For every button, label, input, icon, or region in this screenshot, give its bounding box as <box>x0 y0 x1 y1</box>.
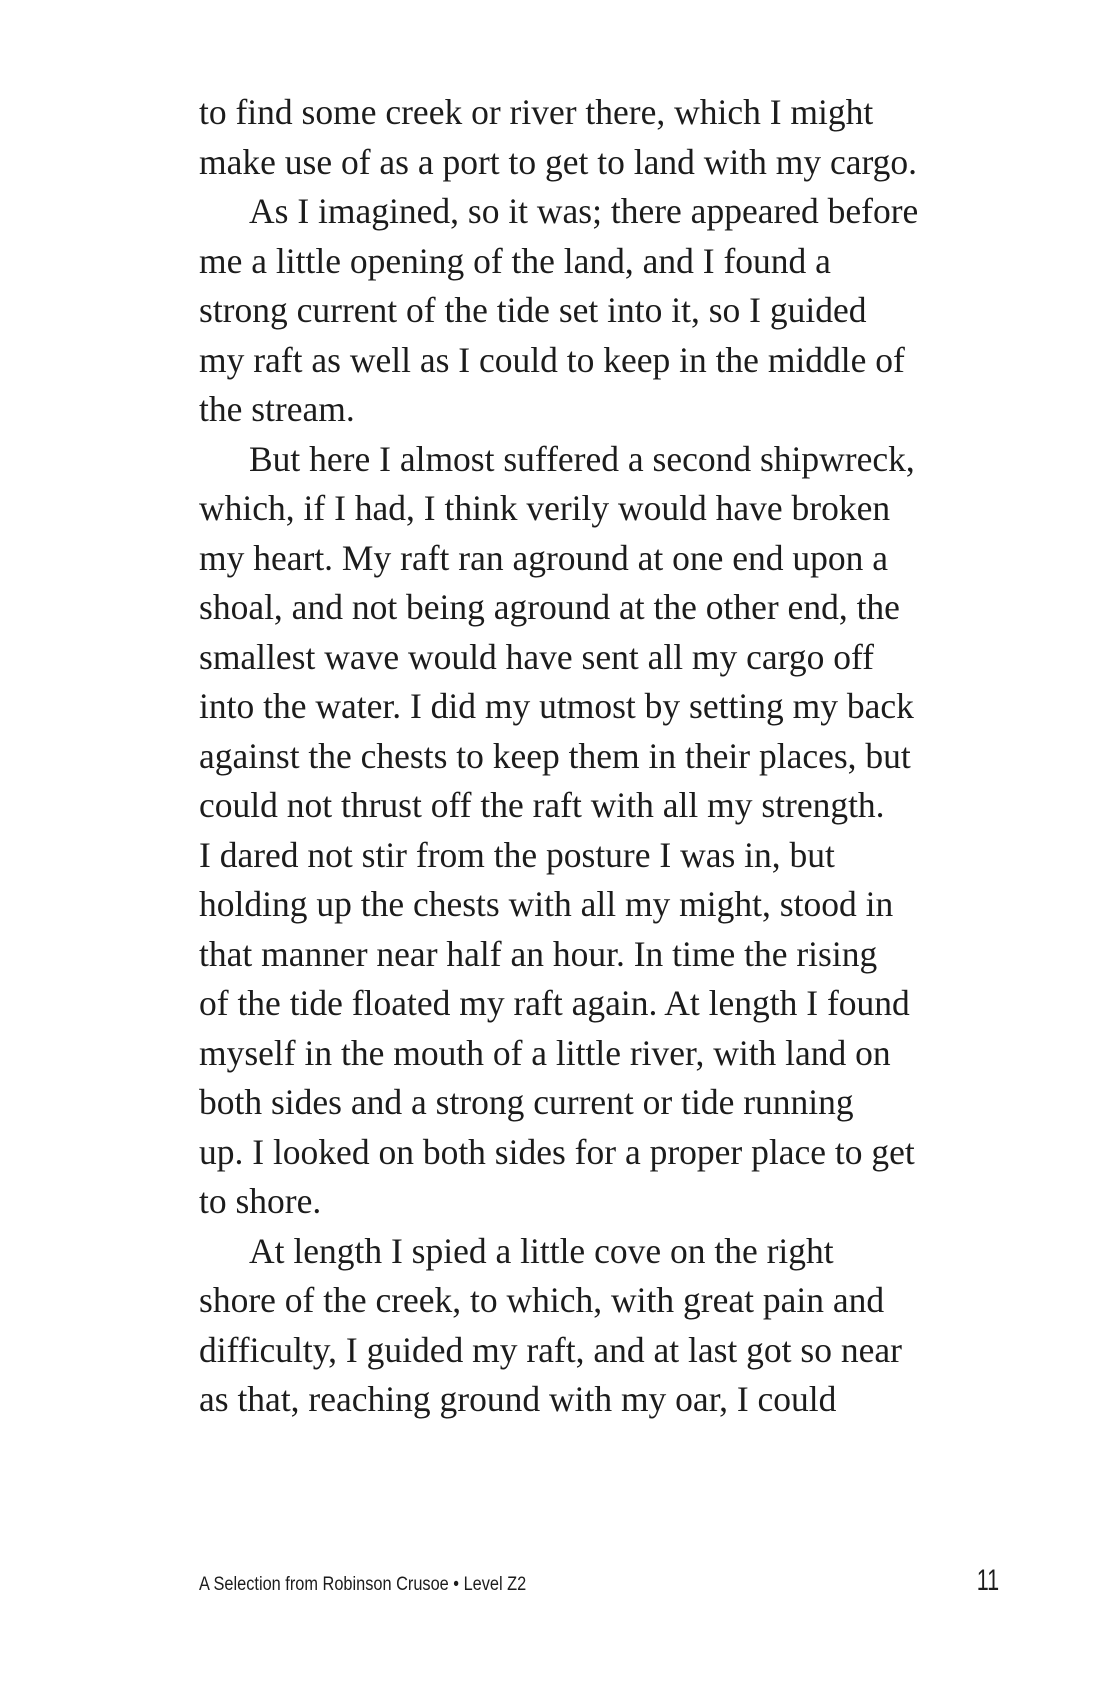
text-line: strong current of the tide set into it, so I guided <box>199 290 867 330</box>
book-title-footer: A Selection from Robinson Crusoe • Level Z2 <box>199 1574 527 1595</box>
text-line: smallest wave would have sent all my cargo off <box>199 636 874 677</box>
page-number: 11 <box>976 1564 999 1597</box>
paragraph-1 <box>199 88 999 187</box>
text-line: myself in the mouth of a little river, with land on <box>199 1032 891 1073</box>
page-footer <box>199 1564 999 1604</box>
paragraph-3 <box>199 435 999 1227</box>
text-line: shore of the creek, to which, with great pain and <box>199 1280 885 1320</box>
text-line: I dared not stir from the posture I was in, but <box>199 834 835 875</box>
text-line: make use of as a port to get to land with my cargo. <box>199 141 918 182</box>
text-line: the stream. <box>199 389 355 429</box>
text-line: shoal, and not being aground at the other end, the <box>199 587 900 627</box>
text-line: into the water. I did my utmost by setting my back <box>199 686 914 726</box>
text-line: my raft as well as I could to keep in the middle of <box>199 339 905 380</box>
text-line: that manner near half an hour. In time the rising <box>199 933 878 974</box>
text-line: But here I almost suffered a second shipwreck, <box>249 438 915 479</box>
text-line: holding up the chests with all my might, stood in <box>199 884 894 924</box>
text-line: as that, reaching ground with my oar, I could <box>199 1379 837 1419</box>
text-line: my heart. My raft ran aground at one end upon a <box>199 537 889 578</box>
paragraph-4 <box>199 1227 999 1425</box>
text-line: me a little opening of the land, and I found a <box>199 240 831 281</box>
text-line: difficulty, I guided my raft, and at last got so near <box>199 1329 902 1370</box>
text-line: As I imagined, so it was; there appeared before <box>249 191 919 231</box>
text-line: which, if I had, I think verily would have broken <box>199 488 891 528</box>
text-line: both sides and a strong current or tide running <box>199 1082 854 1122</box>
text-line: At length I spied a little cove on the right <box>249 1230 834 1271</box>
text-line: of the tide floated my raft again. At length I found <box>199 983 910 1023</box>
body-text <box>199 88 999 1425</box>
paragraph-2 <box>199 187 999 435</box>
text-line: against the chests to keep them in their places, but <box>199 735 911 776</box>
text-line: up. I looked on both sides for a proper place to get <box>199 1131 915 1172</box>
text-line: could not thrust off the raft with all my strength. <box>199 785 885 825</box>
text-line: to find some creek or river there, which I might <box>199 92 874 132</box>
text-line: to shore. <box>199 1181 322 1221</box>
